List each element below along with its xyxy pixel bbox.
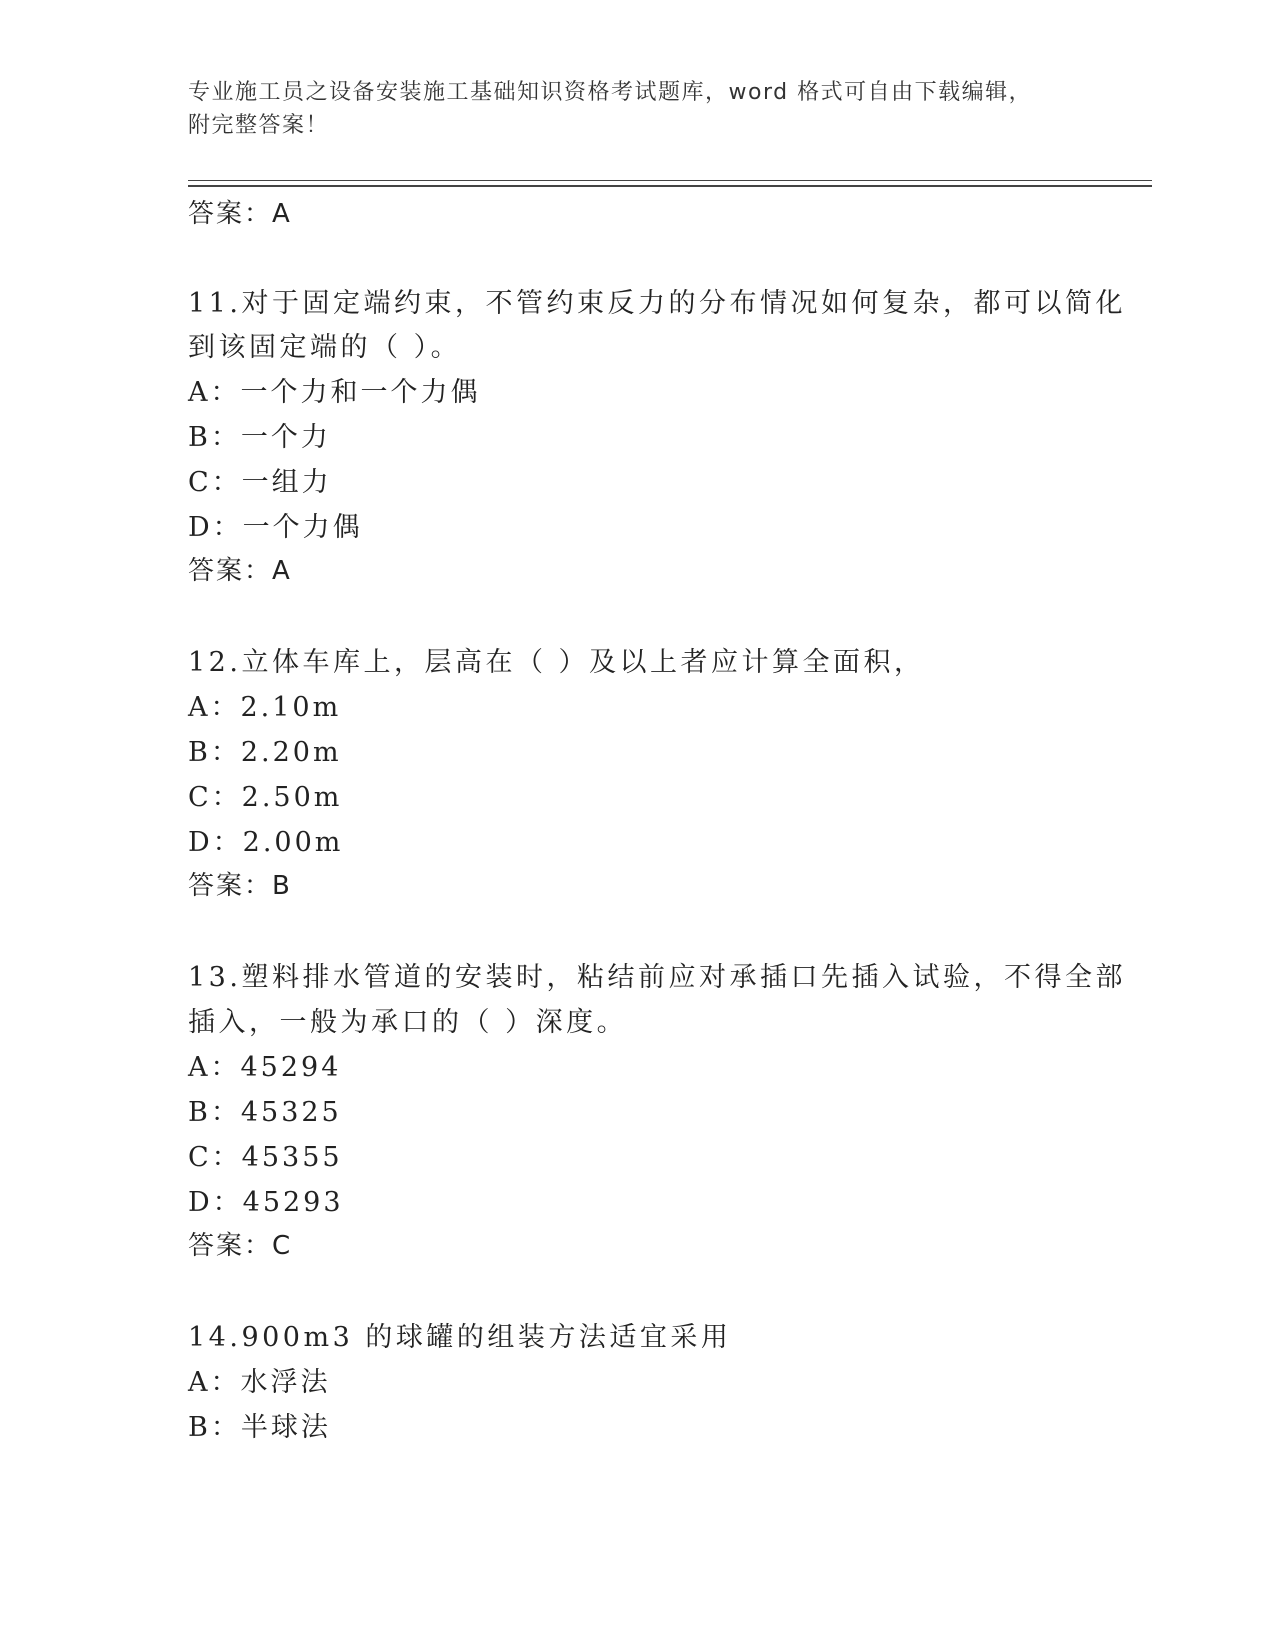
q14-option-b: B：半球法: [188, 1412, 331, 1443]
header-line-2: 附完整答案！: [188, 113, 330, 138]
q14-stem-line-1: 14.900m3 的球罐的组装方法适宜采用: [188, 1322, 732, 1353]
q11-stem-line-2: 到该固定端的（ ）。: [188, 332, 462, 363]
document-header: [188, 76, 1068, 142]
q11-option-d: D：一个力偶: [188, 512, 363, 543]
q13-option-b: B：45325: [188, 1097, 342, 1128]
q11-option-a: A：一个力和一个力偶: [188, 377, 481, 408]
answer-q12: 答案：B: [188, 871, 292, 901]
header-divider-thick: [188, 185, 1152, 187]
q12-stem-line-1: 12.立体车库上，层高在（ ）及以上者应计算全面积，: [188, 647, 925, 678]
q13-option-d: D：45293: [188, 1187, 344, 1218]
q11-option-b: B：一个力: [188, 422, 331, 453]
q13-option-c: C：45355: [188, 1142, 343, 1173]
q13-stem-line-1: 13.塑料排水管道的安装时，粘结前应对承插口先插入试验，不得全部: [188, 962, 1126, 993]
answer-q11: 答案：A: [188, 556, 292, 586]
q12-option-b: B：2.20m: [188, 737, 342, 768]
q14-option-a: A：水浮法: [188, 1367, 331, 1398]
q11-option-c: C：一组力: [188, 467, 332, 498]
q13-stem-line-2: 插入，一般为承口的（ ）深度。: [188, 1007, 628, 1038]
q11-stem-line-1: 11.对于固定端约束，不管约束反力的分布情况如何复杂，都可以简化: [188, 288, 1126, 319]
header-divider-thin: [188, 180, 1152, 181]
q13-option-a: A：45294: [188, 1052, 342, 1083]
answer-q10: 答案：A: [188, 199, 292, 229]
q12-option-d: D：2.00m: [188, 827, 344, 858]
header-line-1: 专业施工员之设备安装施工基础知识资格考试题库，word 格式可自由下载编辑，: [188, 80, 1033, 105]
q12-option-c: C：2.50m: [188, 782, 343, 813]
answer-q13: 答案：C: [188, 1231, 293, 1261]
q12-option-a: A：2.10m: [188, 692, 342, 723]
